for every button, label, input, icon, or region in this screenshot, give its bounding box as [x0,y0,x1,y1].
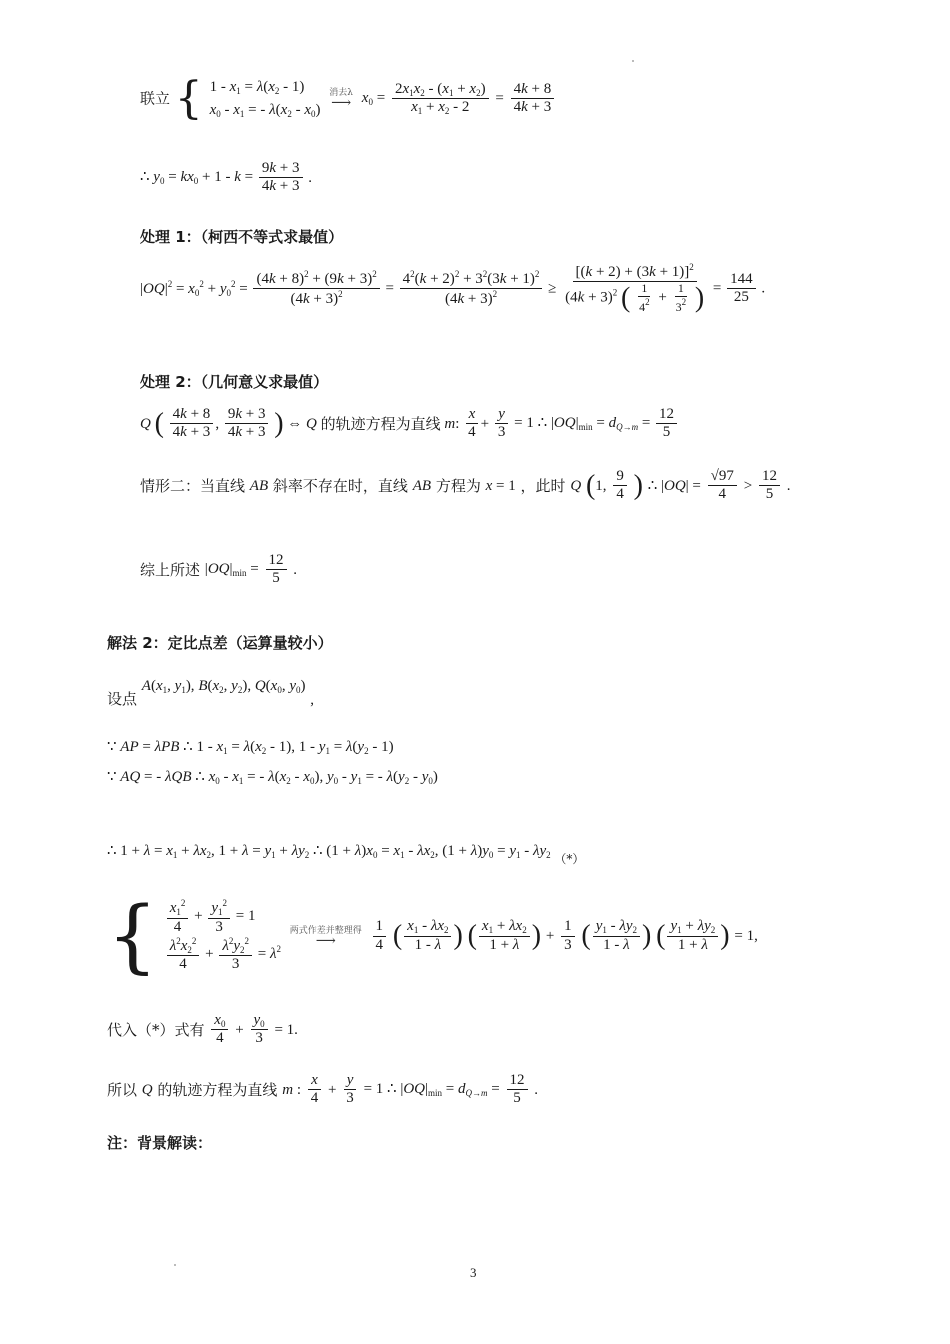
heading-cauchy: 处理 1：（柯西不等式求最值） [140,228,344,246]
star-equation: ∴ $1 + \lambda = x_1 + \lambda x_2$, $1 + \lambda = y_1 + \lambda y_2$ ∴ $(1 + \lambda)x_0 = x_1 - \lambda x_2$, $(1 + \lambda)y_0 = y_1 - \lambda y_2$ $_{(*)}$ [107,843,585,866]
lianli-label: 联立 [140,89,171,108]
conclusion-line: 所以 Q 的轨迹方程为直线 m : $\frac{x}{4}$ + $\frac{y}{3}$ = 1 ∴ $|OQ|_{min} = d_{Q\to m}$ = $\frac{12}{5}$ . [107,1072,539,1107]
q-locus-text: 的轨迹方程为直线 [320,414,441,433]
equation-system: $1 - x_1 = \lambda(x_2 - 1)$ $x_0 - x_1$ = - $\lambda(x_2 - x_0)$ [209,79,321,119]
ellipse-difference-line: { $\frac{x_1^2}{4}$ + $\frac{y_1^2}{3}$ = 1 $\frac{\lambda^2x_2^2}{4}$ + $\frac{\lambda^2y_2^2}{3}$ = $\lambda^2$ 两式作差并整理得 ⟶ $\frac{1}{4}$ ( $\frac{x_1 - \lambda x_2}{1 - \lambda}$ ) ( $\frac{x_1 + \lambda x_2}{1 + \lambda}$ ) + $\frac{1}{3}$ ( $\frac{y_1 - \lambda y_2}{1 - \lambda}$ ) ( $\frac{y_1 + \lambda y_2}{1 + \lambda}$ ) = 1, [107,889,758,982]
eliminate-arrow: 消去λ ⟶ [329,88,353,111]
method-two-heading: 解法 2：定比点差（运算量较小） [107,634,333,652]
page-number: 3 [470,1265,477,1280]
case-two-line: 情形二：当直线 AB 斜率不存在时，直线 AB 方程为 x = 1 ，此时 Q (1, $\frac{9}{4}$ ) ∴ |OQ| = $\frac{√97}{4}$ > $\frac{12}{5}$ . [140,468,791,503]
left-brace: { [174,72,203,124]
footer-dot [174,1264,176,1266]
heading-geometric: 处理 2：（几何意义求最值） [140,373,329,391]
y0-expression: ∴ $y_0 = kx_0 + 1 - k$ = $\frac{9k + 3}{4k + 3}$ . [140,160,313,195]
q-locus-line: Q ( $\frac{4k + 8}{4k + 3}$ , $\frac{9k + 3}{4k + 3}$ ) ⇔ Q 的轨迹方程为直线 m: $\frac{x}{4}$ + $\frac{y}{3}$ = 1 ∴ $|OQ|_{min} = d_{Q\to m}$ = $\frac{12}{5}$ [140,406,679,442]
set-points-line: 设点 $A(x_1$, $y_1$), $B(x_2$, $y_2$), $Q(x_0$, $y_0$) , [107,678,315,708]
cauchy-inequality: $|OQ|^2 = x_0^2 + y_0^2$ = $\frac{(4k + 8)^2 + (9k + 3)^2}{(4k + 3)^2}$ = $\frac{4^2(k + 2)^2 + 3^2(3k + 1)^2}{(4k + 3)^2}$ ≥ $[(k + 2) + (3k + 1)]^2$ $(4k + 3)^2$ ( $\frac{1}{4^2}$ + $\frac{1}{3^2}$ ) = $\frac{144}{25}$ . [140,262,766,315]
system-eliminate-lambda: 联立 { $1 - x_1 = \lambda(x_2 - 1)$ $x_0 - x_1$ = - $\lambda(x_2 - x_0)$ 消去λ ⟶ $x_0$ = $\frac{2x_1x_2 - (x_1 + x_2)}{x_1 + x_2 - 2}$ = $\frac{4k + 8}{4k + 3}$ [140,76,556,121]
note-heading: 注：背景解读： [107,1134,213,1152]
ratio-aq-qb: ∵ AQ = - λQB ∴ $x_0 - x_1$ = - $\lambda(x_2 - x_0)$, $y_0 - y_1$ = - $\lambda(y_2 - y_0)$ [107,769,438,786]
corner-dot [632,60,634,62]
summary-line: 综上所述 $|OQ|_{min}$ = $\frac{12}{5}$ . [140,552,298,587]
ratio-ap-pb: ∵ AP = λPB ∴ $1 - x_1 = \lambda(x_2 - 1)$, $1 - y_1 = \lambda(y_2 - 1)$ [107,739,394,756]
difference-arrow: 两式作差并整理得 ⟶ [289,925,362,949]
substitute-line: 代入（*）式有 $\frac{x_0}{4}$ + $\frac{y_0}{3}$ = 1. [107,1012,298,1047]
